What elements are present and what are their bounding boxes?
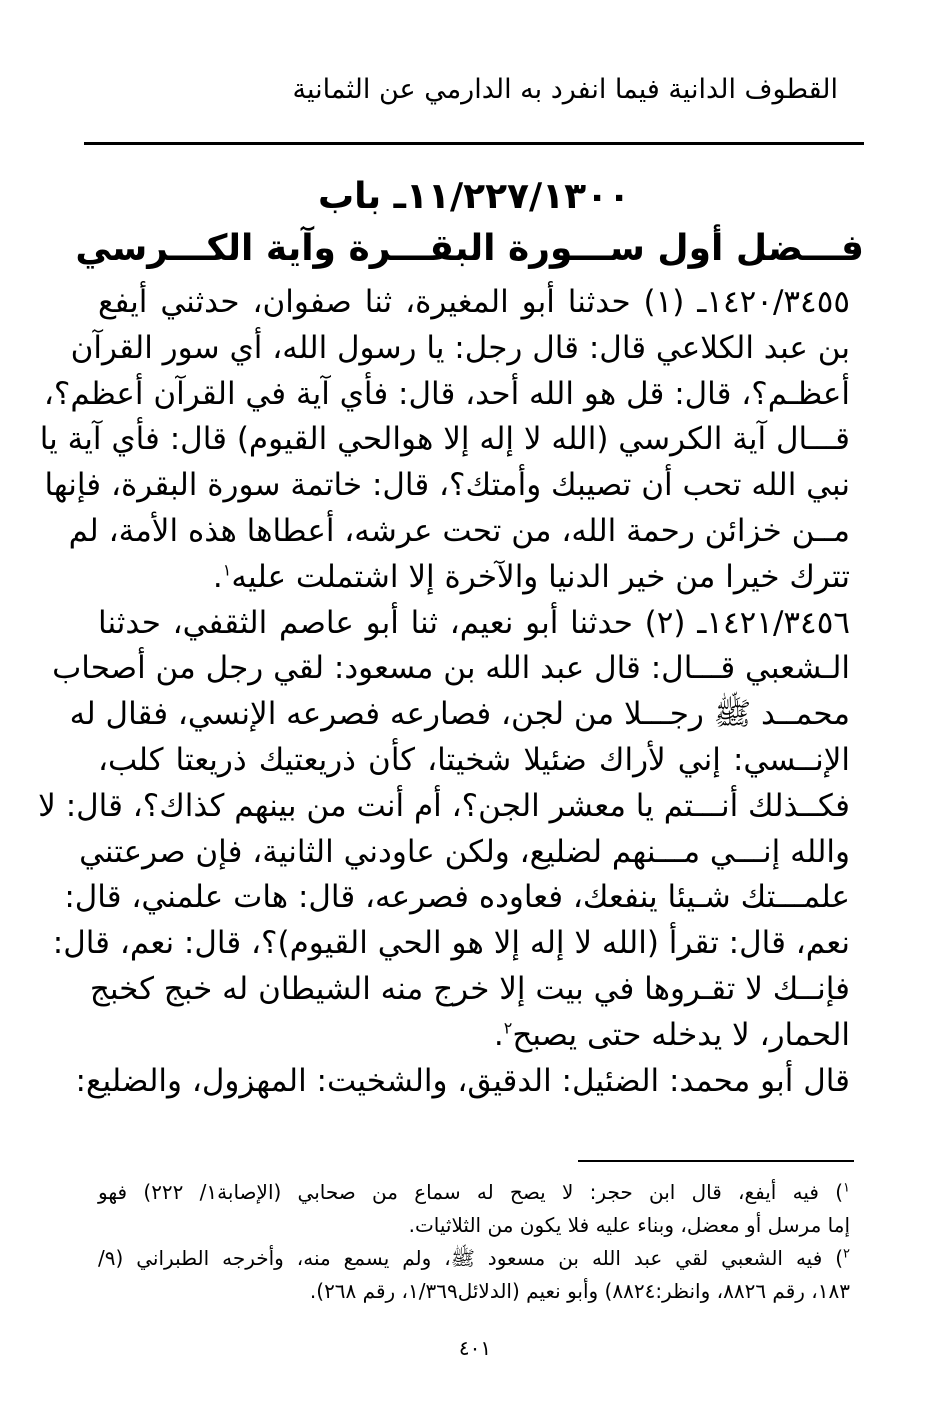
footnote-line xyxy=(98,1176,850,1209)
footnote-1 xyxy=(98,1176,850,1242)
text-line: والله إنـــي مـــنهم لضليع، ولكن عاودني الثانية، فإن صرعتني xyxy=(79,833,850,870)
text-line xyxy=(98,555,850,601)
text-line xyxy=(98,1013,850,1059)
running-header: القطوف الدانية فيما انفرد به الدارمي عن الثمانية xyxy=(292,74,838,105)
text-line: بن عبد الكلاعي قال: قال رجل: يا رسول الله، أي سور القرآن xyxy=(70,329,850,366)
text-line: الإنــسي: إني لأراك ضئيلا شخيتا، كأن ذريعتيك ذريعتا كلب، xyxy=(98,741,850,778)
text-line: ١٤٢٠/٣٤٥٥ـ (١) حدثنا أبو المغيرة، ثنا صفوان، حدثني أيفع xyxy=(98,284,851,320)
text-line: علمـــتك شـيئا ينفعك، فعاوده فصرعه، قال: هات علمني، قال: xyxy=(64,879,850,916)
text-line: مــن خزائن رحمة الله، من تحت عرشه، أعطاها هذه الأمة، لم xyxy=(68,512,850,549)
footnote-line: ١٨٣، رقم ٨٨٢٦، وانظر:٨٨٢٤) وأبو نعيم (الدلائل١/٣٦٩، رقم ٢٦٨). xyxy=(309,1279,850,1303)
footnote-line xyxy=(98,1242,850,1275)
footnote-reference[interactable]: ٢ xyxy=(503,1018,513,1038)
footnotes xyxy=(98,1176,850,1308)
footnote-2 xyxy=(98,1242,850,1308)
commentary-line: قال أبو محمد: الضئيل: الدقيق، والشخيت: المهزول، والضليع: xyxy=(75,1062,850,1099)
body-text xyxy=(38,280,851,1104)
text-line: ١٤٢١/٣٤٥٦ـ (٢) حدثنا أبو نعيم، ثنا أبو عاصم الثقفي، حدثنا xyxy=(98,604,850,641)
text-line: الـشعبي قـــال: قال عبد الله بن مسعود: لقي رجل من أصحاب xyxy=(52,650,850,687)
text-line: نبي الله تحب أن تصيبك وأمتك؟، قال: خاتمة سورة البقرة، فإنها xyxy=(44,467,850,504)
text-line: فإنــك لا تقـروها في بيت إلا خرج منه الشيطان له خبج كخبج xyxy=(89,970,850,1007)
footnote-text: ) فيه الشعبي لقي عبد الله بن مسعود ﷺ، ولم يسمع منه، وأخرجه الطبراني (٩/ xyxy=(98,1246,844,1270)
text-line-content: تترك خيرا من خير الدنيا والآخرة إلا اشتملت عليه xyxy=(231,558,850,595)
text-line: فكــذلك أنـــتم يا معشر الجن؟، أم أنت من بينهم كذاك؟، قال: لا xyxy=(38,787,850,824)
footnote-marker: ١ xyxy=(843,1180,850,1196)
footnote-marker: ٢ xyxy=(843,1246,850,1262)
hadith-1 xyxy=(39,280,851,601)
end-mark: . xyxy=(493,1016,504,1053)
chapter-title: فـــضل أول ســـورة البقـــرة وآية الكـــرسي xyxy=(75,228,864,269)
hadith-2 xyxy=(38,601,850,1059)
text-line-content: الحمار، لا يدخله حتى يصبح xyxy=(512,1016,850,1053)
text-line: نعم، قال: تقرأ (الله لا إله إلا هو الحي القيوم)؟، قال: نعم، قال: xyxy=(52,925,850,962)
page-number: ٤٠١ xyxy=(458,1336,492,1360)
text-line: قـــال آية الكرسي (الله لا إله إلا هوالحي القيوم) قال: فأي آية يا xyxy=(39,421,850,458)
footnote-text: ) فيه أيفع، قال ابن حجر: لا يصح له سماع من صحابي (الإصابة١/ ٢٢٢) فهو xyxy=(98,1180,844,1204)
footnote-reference[interactable]: ١ xyxy=(222,560,232,580)
footnote-rule xyxy=(578,1160,854,1162)
text-line: أعظـم؟، قال: قل هو الله أحد، قال: فأي آية في القرآن أعظم؟، xyxy=(43,375,850,412)
text-line: محمــد ﷺ رجـــلا من لجن، فصارعه فصرعه الإنسي، فقال له xyxy=(69,696,850,733)
chapter-number: ١١/٢٢٧/١٣٠٠ـ باب xyxy=(317,176,631,217)
footnote-line: إما مرسل أو معضل، وبناء عليه فلا يكون من الثلاثيات. xyxy=(408,1213,850,1237)
header-rule xyxy=(84,142,864,145)
end-mark: . xyxy=(212,558,223,595)
